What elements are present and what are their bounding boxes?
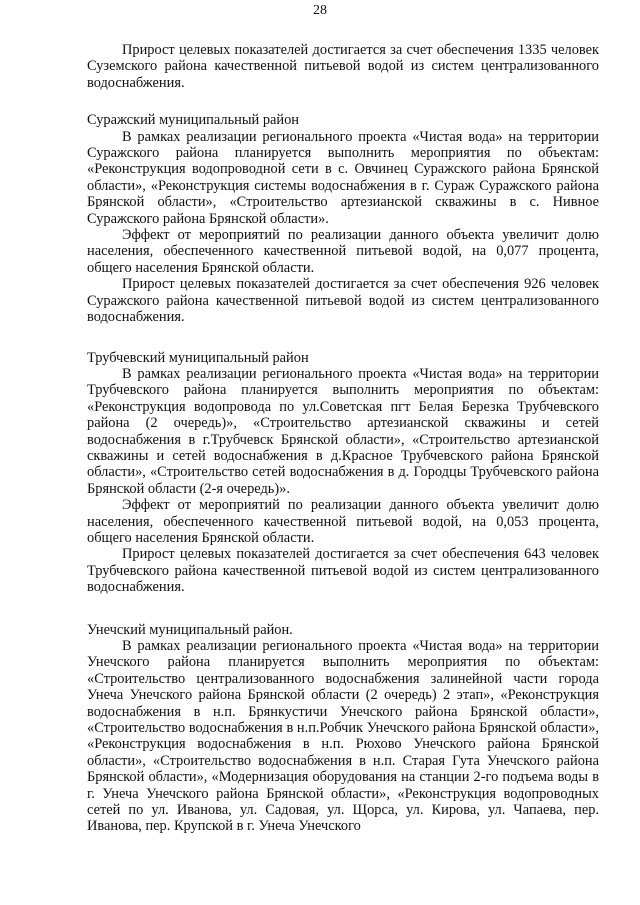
section-heading: Унечский муниципальный район. <box>87 621 293 638</box>
paragraph: В рамках реализации регионального проекта «Чистая вода» на территории Трубчевского района планируется выполнить мероприятия по объектам: «Реконструкция водопровода по ул.Советская пгт Белая Березка Трубчевского района (2 очередь)», «Строительство артезианской скважины и сетей водоснабжения в г.Трубчевск Брянской области», «Строительство артезианской скважины и сетей водоснабжения в д.Красное Трубчевского района Брянской области», «Строительство сетей водоснабжения в д. Городцы Трубчевского района Брянской области (2-я очередь)». <box>87 365 599 497</box>
section-spacer <box>87 596 599 622</box>
document-body <box>87 42 599 835</box>
paragraph: В рамках реализации регионального проекта «Чистая вода» на территории Унечского района планируется выполнить мероприятия по объектам: «Строительство централизованного водоснабжения залинейной части города Унеча Унечского района Брянской области (2 очередь) 2 этап», «Реконструкция водоснабжения в н.п. Брянкустичи Унечского района Брянской области», «Строительство водоснабжения в н.п.Робчик Унечского района Брянской области», «Реконструкция водоснабжения в н.п. Рюхово Унечского района Брянской области», «Строительство водоснабжения в н.п. Старая Гута Унечского района Брянской области», «Модернизация оборудования на станции 2-го подъема воды в г. Унеча Унечского района Брянской области», «Реконструкция водопроводных сетей по ул. Иванова, ул. Садовая, ул. Щорса, ул. Кирова, ул. Чапаева, пер. Иванова, пер. Крупской в г. Унеча Унечского <box>87 638 599 835</box>
section-spacer <box>87 91 599 112</box>
paragraph: Эффект от мероприятий по реализации данного объекта увеличит долю населения, обеспеченного качественной питьевой водой, на 0,077 процента, общего населения Брянской области. <box>87 227 599 276</box>
paragraph: Прирост целевых показателей достигается за счет обеспечения 643 человек Трубчевского района качественной питьевой водой из систем централизованного водоснабжения. <box>87 546 599 596</box>
section-spacer <box>87 326 599 350</box>
paragraph: В рамках реализации регионального проекта «Чистая вода» на территории Суражского района планируется выполнить мероприятия по объектам: «Реконструкция водопроводной сети в с. Овчинец Суражского района Брянской области», «Реконструкция системы водоснабжения в г. Сураж Суражского района Брянской области», «Строительство артезианской скважины в с. Нивное Суражского района Брянской области». <box>87 128 599 227</box>
paragraph: Прирост целевых показателей достигается за счет обеспечения 926 человек Суражского района качественной питьевой водой из систем централизованного водоснабжения. <box>87 276 599 326</box>
page-number: 28 <box>313 3 327 18</box>
section-heading: Суражский муниципальный район <box>87 112 299 129</box>
section-heading: Трубчевский муниципальный район <box>87 349 309 366</box>
paragraph: Прирост целевых показателей достигается за счет обеспечения 1335 человек Суземского района качественной питьевой водой из систем централизованного водоснабжения. <box>87 42 599 91</box>
paragraph: Эффект от мероприятий по реализации данного объекта увеличит долю населения, обеспеченного качественной питьевой водой, на 0,053 процента, общего населения Брянской области. <box>87 497 599 546</box>
